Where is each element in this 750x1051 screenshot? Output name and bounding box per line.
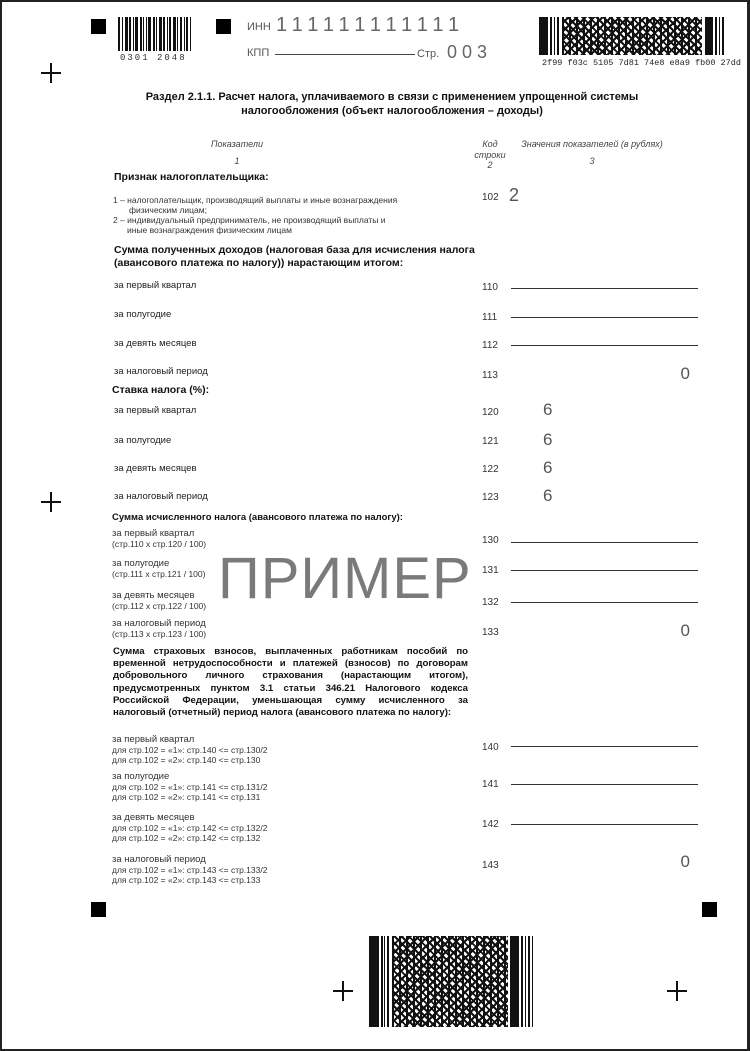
col-header-values-num: 3: [589, 156, 595, 166]
calc-tax-period-value[interactable]: 0: [680, 621, 690, 640]
rate-row-label: за налоговый период: [114, 491, 208, 502]
calc-nine-months-field[interactable]: [511, 602, 698, 603]
income-heading: Сумма полученных доходов (налоговая база для исчисления налога (авансового платежа по налогу)) нарастающим итогом:: [114, 244, 475, 269]
insurance-half-year-field[interactable]: [511, 784, 698, 785]
taxpayer-sign-value[interactable]: 2: [509, 185, 520, 205]
insurance-nine-months-field[interactable]: [511, 824, 698, 825]
registration-cross-icon: [333, 981, 353, 1001]
inn-value: 111111111111: [276, 14, 466, 36]
rate-tax-period-value[interactable]: 6: [543, 486, 553, 505]
page-number: 003: [447, 42, 493, 62]
income-half-year-field[interactable]: [511, 317, 698, 318]
insurance-row-q1: за первый квартал для стр.102 = «1»: стр.140 <= стр.130/2 для стр.102 = «2»: стр.140 <= стр.130: [112, 734, 268, 765]
rate-half-year-value[interactable]: 6: [543, 430, 553, 449]
code-120: 120: [482, 407, 499, 418]
code-123: 123: [482, 492, 499, 503]
income-nine-months-field[interactable]: [511, 345, 698, 346]
code-140: 140: [482, 742, 499, 753]
insurance-tax-period-value[interactable]: 0: [680, 852, 690, 871]
calc-half-year-field[interactable]: [511, 570, 698, 571]
pdf417-barcode-top: [539, 17, 729, 55]
rate-row-label: за девять месяцев: [114, 463, 197, 474]
calculated-tax-heading: Сумма исчисленного налога (авансового платежа по налогу):: [112, 512, 403, 523]
form-barcode: [118, 17, 206, 51]
code-132: 132: [482, 597, 499, 608]
income-tax-period-value[interactable]: 0: [680, 364, 690, 383]
income-row-label: за девять месяцев: [114, 338, 197, 349]
code-133: 133: [482, 627, 499, 638]
kpp-label: КПП: [247, 47, 270, 59]
code-141: 141: [482, 779, 499, 790]
pdf417-caption: 2f99 f03c 5105 7d81 74e8 e8a9 fb00 27dd: [542, 58, 741, 68]
registration-cross-icon: [667, 981, 687, 1001]
code-111: 111: [482, 312, 498, 323]
insurance-row-half-year: за полугодие для стр.102 = «1»: стр.141 <= стр.131/2 для стр.102 = «2»: стр.141 <= стр.131: [112, 771, 268, 802]
code-142: 142: [482, 819, 499, 830]
code-121: 121: [482, 436, 499, 447]
pdf417-barcode-bottom: [369, 936, 535, 1027]
code-102: 102: [482, 192, 499, 203]
code-130: 130: [482, 535, 499, 546]
watermark-sample: ПРИМЕР: [218, 546, 472, 611]
insurance-q1-field[interactable]: [511, 746, 698, 747]
alignment-marker: [216, 19, 231, 34]
registration-cross-icon: [41, 63, 61, 83]
col-header-values: Значения показателей (в рублях): [521, 139, 663, 149]
rate-row-label: за первый квартал: [114, 405, 197, 416]
rate-heading: Ставка налога (%):: [112, 384, 210, 396]
calc-row-half-year: за полугодие (стр.111 х стр.121 / 100): [112, 558, 206, 579]
section-title: [112, 90, 672, 118]
rate-nine-months-value[interactable]: 6: [543, 458, 553, 477]
taxpayer-sign-heading: Признак налогоплательщика:: [114, 171, 269, 183]
rate-row-label: за полугодие: [114, 435, 172, 446]
code-143: 143: [482, 860, 499, 871]
insurance-row-nine-months: за девять месяцев для стр.102 = «1»: стр.142 <= стр.132/2 для стр.102 = «2»: стр.142 <= стр.132: [112, 812, 268, 843]
code-131: 131: [482, 565, 499, 576]
income-row-label: за первый квартал: [114, 280, 197, 291]
code-113: 113: [482, 370, 498, 381]
kpp-empty-line: [275, 54, 415, 55]
income-row-label: за полугодие: [114, 309, 172, 320]
inn-label: ИНН: [247, 21, 271, 33]
calc-row-tax-period: за налоговый период (стр.113 х стр.123 / 100): [112, 618, 207, 639]
income-row-label: за налоговый период: [114, 366, 208, 377]
income-q1-field[interactable]: [511, 288, 698, 289]
code-122: 122: [482, 464, 499, 475]
col-header-indicators: Показатели: [211, 139, 263, 149]
code-112: 112: [482, 340, 498, 351]
form-barcode-caption: 0301 2048: [120, 53, 187, 63]
calc-row-q1: за первый квартал (стр.110 х стр.120 / 100): [112, 528, 207, 549]
insurance-heading: Сумма страховых взносов, выплаченных работникам пособий по временной нетрудоспособности и платежей (взносов) по договорам добровольного личного страхования (нарастающим итогом), предусмотренных пунктом 3.1 статьи 346.21 Налогового кодекса Российской Федерации, уменьшающая сумму исчисленного за налоговый (отчетный) период налога (авансового платежа по налогу):: [113, 646, 468, 719]
calc-q1-field[interactable]: [511, 542, 698, 543]
page-label: Стр.: [417, 48, 440, 60]
alignment-marker: [702, 902, 717, 917]
section-title-line2: налогообложения (объект налогообложения – доходы): [241, 105, 543, 117]
registration-cross-icon: [41, 492, 61, 512]
col-header-code: Код строки: [474, 139, 506, 160]
taxpayer-option-1: 1 – налогоплательщик, производящий выплаты и иные вознаграждения физическим лицам; 2 – индивидуальный предприниматель, не производящий выплаты и иные вознаграждения физическим лицам: [113, 195, 398, 235]
section-title-line1: Раздел 2.1.1. Расчет налога, уплачиваемого в связи с применением упрощенной системы: [145, 91, 639, 103]
alignment-marker: [91, 902, 106, 917]
col-header-code-num: 2: [487, 160, 493, 170]
col-header-indicators-num: 1: [234, 156, 240, 166]
calc-row-nine-months: за девять месяцев (стр.112 х стр.122 / 100): [112, 590, 207, 611]
insurance-row-tax-period: за налоговый период для стр.102 = «1»: стр.143 <= стр.133/2 для стр.102 = «2»: стр.143 <= стр.133: [112, 854, 268, 885]
alignment-marker: [91, 19, 106, 34]
code-110: 110: [482, 282, 498, 293]
rate-q1-value[interactable]: 6: [543, 400, 553, 419]
